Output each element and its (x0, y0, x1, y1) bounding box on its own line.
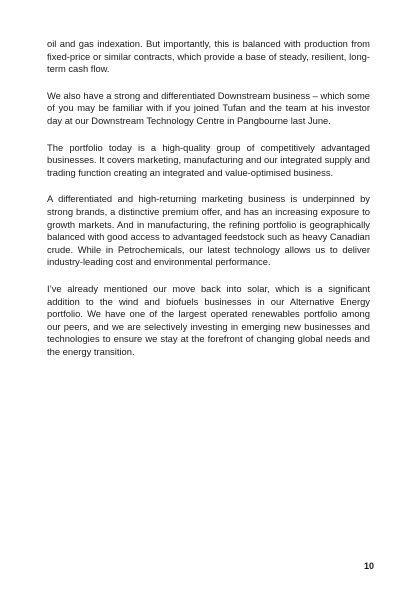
paragraph: I’ve already mentioned our move back into solar, which is a significant addition to the wind and biofuels businesses in our Alternative Energy portfolio. We have one of the largest operated renewables portfolio among our peers, and we are selectively investing in emerging new businesses and technologies to ensure we stay at the forefront of changing global needs and the energy transition. (47, 282, 370, 357)
paragraph: We also have a strong and differentiated Downstream business – which some of you may be familiar with if you joined Tufan and the team at his investor day at our Downstream Technology Centre in Pangbourne last June. (47, 89, 370, 126)
body-text (47, 38, 370, 372)
paragraph: The portfolio today is a high-quality group of competitively advantaged businesses. It covers marketing, manufacturing and our integrated supply and trading function creating an integrated and value-optimised business. (47, 141, 370, 178)
paragraph: oil and gas indexation. But importantly, this is balanced with production from fixed-price or similar contracts, which provide a base of steady, resilient, long-term cash flow. (47, 38, 370, 75)
paragraph: A differentiated and high-returning marketing business is underpinned by strong brands, a distinctive premium offer, and has an increasing exposure to growth markets. And in manufacturing, the refining portfolio is geographically balanced with good access to advantaged feedstock such as heavy Canadian crude. While in Petrochemicals, our latest technology allows us to deliver industry-leading cost and environmental performance. (47, 193, 370, 268)
page-number: 10 (363, 561, 374, 571)
